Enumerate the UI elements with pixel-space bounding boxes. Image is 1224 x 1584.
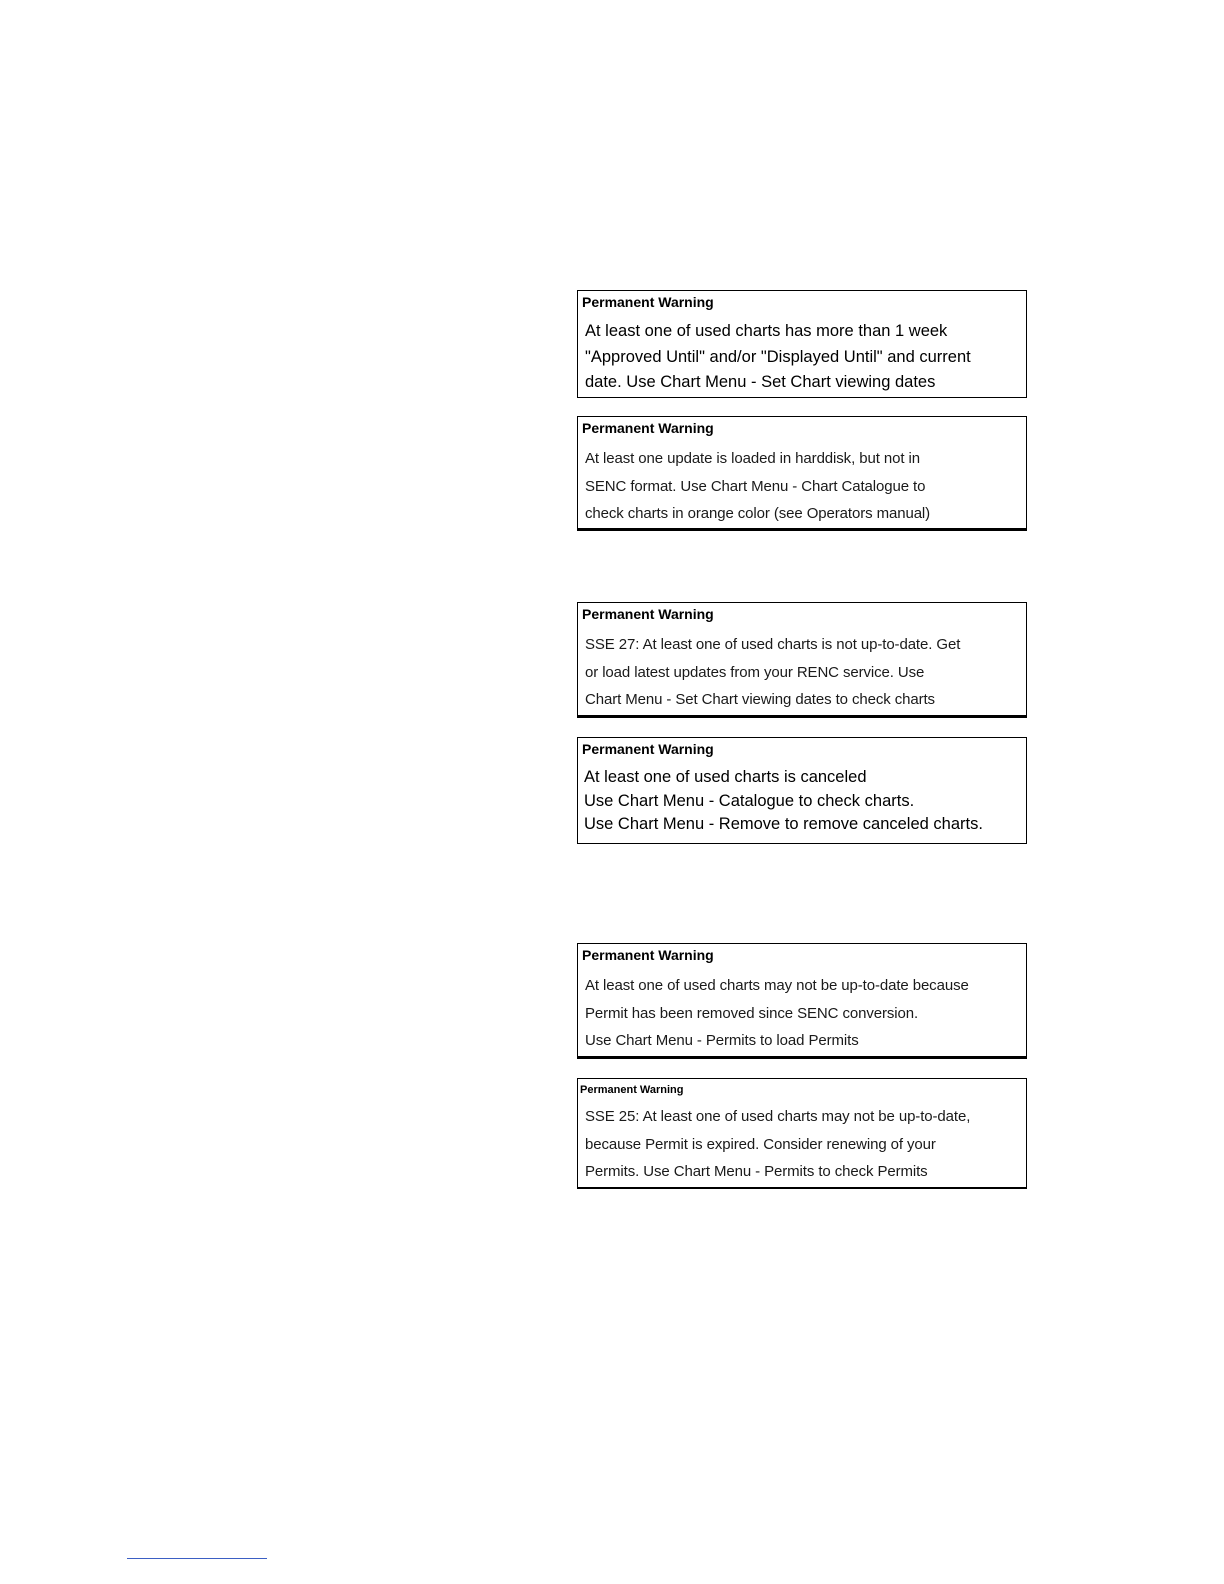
warning-line: check charts in orange color (see Operators manual) <box>585 505 931 522</box>
warning-line: SENC format. Use Chart Menu - Chart Catalogue to <box>585 477 926 495</box>
warning-line: At least one of used charts is canceled <box>584 768 867 786</box>
warning-message <box>584 766 1022 837</box>
warning-line: Chart Menu - Set Chart viewing dates to check charts <box>585 691 935 708</box>
warning-panel-sse25 <box>577 1078 1027 1189</box>
warning-line: SSE 25: At least one of used charts may not be up-to-date, <box>585 1108 971 1125</box>
warning-message <box>585 1103 1022 1186</box>
warning-title: Permanent Warning <box>580 1084 684 1096</box>
warning-title: Permanent Warning <box>582 294 714 310</box>
warning-line: At least one of used charts may not be up-to-date because <box>585 977 969 994</box>
warning-line: Permits. Use Chart Menu - Permits to check Permits <box>585 1163 928 1180</box>
warning-message <box>585 445 1022 528</box>
warning-line: At least one of used charts has more than 1 week <box>585 322 948 340</box>
warning-line: or load latest updates from your RENC service. Use <box>585 663 925 681</box>
warning-panel-canceled <box>577 737 1027 844</box>
warning-message <box>585 319 1022 396</box>
warning-line: Use Chart Menu - Catalogue to check charts. <box>584 791 915 810</box>
warning-line: SSE 27: At least one of used charts is not up-to-date. Get <box>585 636 961 653</box>
warning-line: because Permit is expired. Consider renewing of your <box>585 1135 936 1153</box>
warning-message <box>585 631 1022 714</box>
warning-title: Permanent Warning <box>582 741 714 757</box>
warning-title: Permanent Warning <box>582 606 714 622</box>
warning-title: Permanent Warning <box>582 947 714 963</box>
warning-line: Permit has been removed since SENC conversion. <box>585 1004 919 1022</box>
warning-panel-sse27 <box>577 602 1027 718</box>
warning-panel-senc-format <box>577 416 1027 531</box>
warning-message <box>585 972 1022 1055</box>
warning-title: Permanent Warning <box>582 420 714 436</box>
warning-line: At least one update is loaded in harddisk, but not in <box>585 450 920 467</box>
warning-line: Use Chart Menu - Remove to remove canceled charts. <box>584 815 983 833</box>
warning-line: Use Chart Menu - Permits to load Permits <box>585 1032 859 1049</box>
warning-panel-chart-dates <box>577 290 1027 398</box>
warning-line: "Approved Until" and/or "Displayed Until" and current <box>585 347 971 366</box>
footnote-separator <box>127 1558 267 1559</box>
warning-line: date. Use Chart Menu - Set Chart viewing dates <box>585 373 936 391</box>
warning-panel-permit-removed <box>577 943 1027 1059</box>
